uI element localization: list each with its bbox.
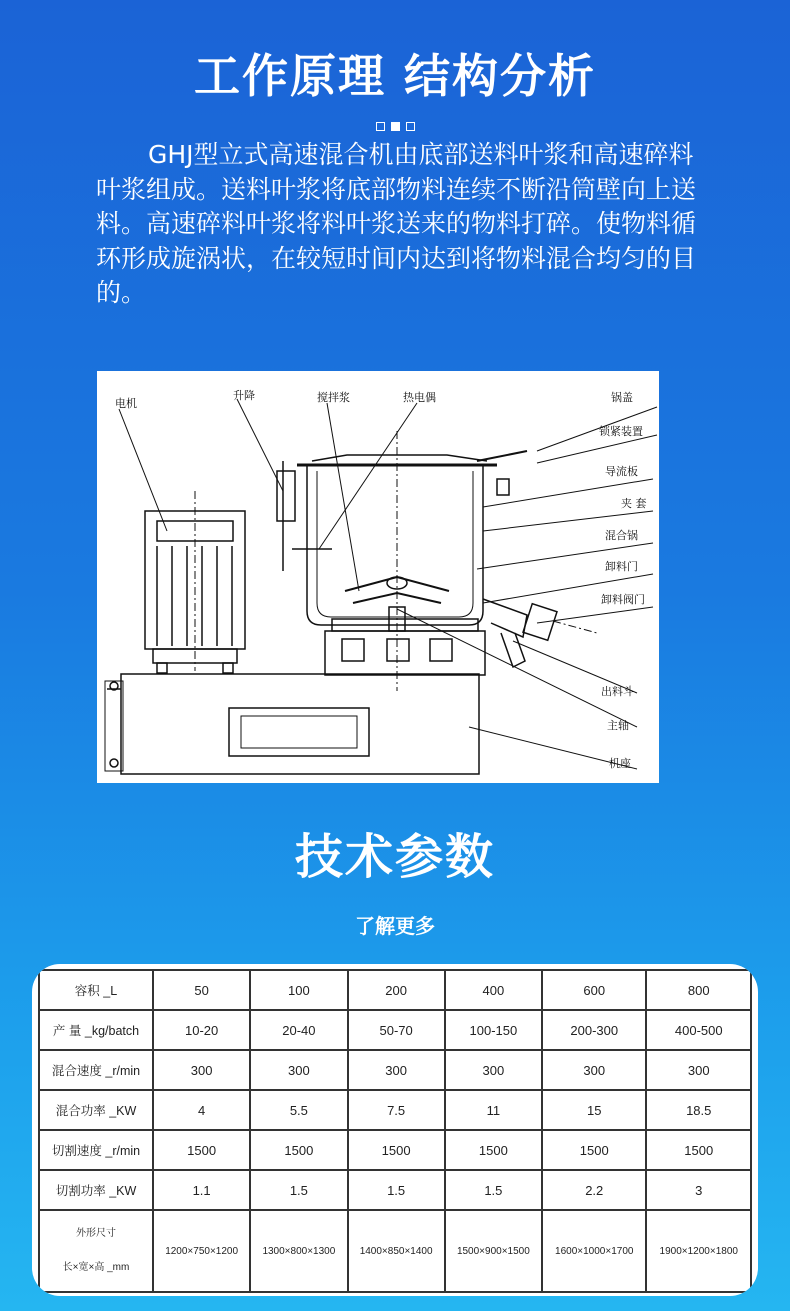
motor-drawing bbox=[145, 491, 245, 673]
discharge-valve-drawing bbox=[483, 599, 597, 667]
label-hopper: 出料斗 bbox=[601, 685, 634, 698]
table-cell: 50-70 bbox=[348, 1010, 445, 1050]
label-stirrer: 搅拌浆 bbox=[317, 391, 350, 404]
table-cell: 1400×850×1400 bbox=[348, 1210, 445, 1292]
table-cell: 5.5 bbox=[250, 1090, 347, 1130]
table-cell: 1500 bbox=[646, 1130, 751, 1170]
label-thermocouple: 热电偶 bbox=[403, 391, 436, 404]
table-cell: 7.5 bbox=[348, 1090, 445, 1130]
table-cell: 4 bbox=[153, 1090, 250, 1130]
learn-more-link[interactable]: 了解更多 bbox=[355, 914, 435, 938]
mixer-structure-diagram bbox=[97, 371, 659, 783]
table-row-dimensions bbox=[39, 1210, 751, 1292]
table-cell: 1200×750×1200 bbox=[153, 1210, 250, 1292]
table-cell: 1500 bbox=[250, 1130, 347, 1170]
table-cell: 1.5 bbox=[445, 1170, 542, 1210]
table-row bbox=[39, 1090, 751, 1130]
principle-description: GHJ型立式高速混合机由底部送料叶浆和高速碎料叶浆组成。送料叶浆将底部物料连续不断沿筒壁向上送料。高速碎料叶浆将料叶浆送来的物料打碎。使物料循环形成旋涡状，在较短时间内达到将物料混合均匀的目的。 bbox=[96, 140, 697, 307]
label-jacket: 夹 套 bbox=[621, 497, 647, 510]
params-table bbox=[38, 969, 752, 1293]
label-lift: 升降 bbox=[233, 389, 255, 402]
table-cell: 300 bbox=[250, 1050, 347, 1090]
table-cell: 1.5 bbox=[348, 1170, 445, 1210]
params-table-card bbox=[32, 964, 758, 1296]
table-row bbox=[39, 1170, 751, 1210]
label-lid: 锅盖 bbox=[611, 391, 633, 404]
table-cell: 300 bbox=[646, 1050, 751, 1090]
table-cell: 200-300 bbox=[542, 1010, 646, 1050]
row-label: 混合功率 _KW bbox=[39, 1090, 153, 1130]
table-cell: 1900×1200×1800 bbox=[646, 1210, 751, 1292]
table-cell: 100 bbox=[250, 970, 347, 1010]
table-row bbox=[39, 1050, 751, 1090]
table-cell: 300 bbox=[542, 1050, 646, 1090]
label-shaft: 主轴 bbox=[607, 719, 629, 732]
table-cell: 1.1 bbox=[153, 1170, 250, 1210]
title-dots-decoration bbox=[0, 116, 790, 126]
table-cell: 300 bbox=[348, 1050, 445, 1090]
table-cell: 1500 bbox=[153, 1130, 250, 1170]
label-motor: 电机 bbox=[115, 397, 137, 410]
mixing-pot-drawing bbox=[277, 431, 527, 691]
table-cell: 800 bbox=[646, 970, 751, 1010]
table-cell: 3 bbox=[646, 1170, 751, 1210]
row-label-dimensions bbox=[39, 1210, 153, 1292]
table-cell: 2.2 bbox=[542, 1170, 646, 1210]
label-base: 机座 bbox=[609, 757, 631, 770]
table-cell: 1300×800×1300 bbox=[250, 1210, 347, 1292]
table-cell: 1600×1000×1700 bbox=[542, 1210, 646, 1292]
dimension-label-line1: 外形尺寸 bbox=[76, 1228, 116, 1239]
table-cell: 400-500 bbox=[646, 1010, 751, 1050]
row-label: 切割功率 _KW bbox=[39, 1170, 153, 1210]
table-cell: 1500 bbox=[542, 1130, 646, 1170]
row-label: 产 量 _kg/batch bbox=[39, 1010, 153, 1050]
row-label: 容积 _L bbox=[39, 970, 153, 1010]
table-cell: 18.5 bbox=[646, 1090, 751, 1130]
table-cell: 50 bbox=[153, 970, 250, 1010]
row-label: 切割速度 _r/min bbox=[39, 1130, 153, 1170]
table-cell: 600 bbox=[542, 970, 646, 1010]
table-cell: 20-40 bbox=[250, 1010, 347, 1050]
label-baffle: 导流板 bbox=[605, 465, 638, 478]
machine-base-drawing bbox=[105, 674, 479, 774]
table-cell: 11 bbox=[445, 1090, 542, 1130]
table-cell: 1500×900×1500 bbox=[445, 1210, 542, 1292]
table-cell: 300 bbox=[153, 1050, 250, 1090]
dimension-label-line2: 长×宽×高 _mm bbox=[62, 1262, 130, 1273]
table-cell: 15 bbox=[542, 1090, 646, 1130]
table-cell: 200 bbox=[348, 970, 445, 1010]
table-cell: 10-20 bbox=[153, 1010, 250, 1050]
label-lock: 锁紧装置 bbox=[599, 425, 643, 438]
table-row bbox=[39, 1130, 751, 1170]
table-cell: 400 bbox=[445, 970, 542, 1010]
table-cell: 1500 bbox=[445, 1130, 542, 1170]
section-title-principle: 工作原理 结构分析 bbox=[193, 49, 596, 103]
table-cell: 1.5 bbox=[250, 1170, 347, 1210]
label-pot: 混合锅 bbox=[605, 529, 638, 542]
table-cell: 1500 bbox=[348, 1130, 445, 1170]
section-title-params: 技术参数 bbox=[294, 829, 495, 885]
table-cell: 100-150 bbox=[445, 1010, 542, 1050]
table-row bbox=[39, 1010, 751, 1050]
table-row bbox=[39, 970, 751, 1010]
label-valve: 卸料阀门 bbox=[601, 593, 645, 606]
label-door: 卸料门 bbox=[605, 560, 638, 573]
row-label: 混合速度 _r/min bbox=[39, 1050, 153, 1090]
table-cell: 300 bbox=[445, 1050, 542, 1090]
